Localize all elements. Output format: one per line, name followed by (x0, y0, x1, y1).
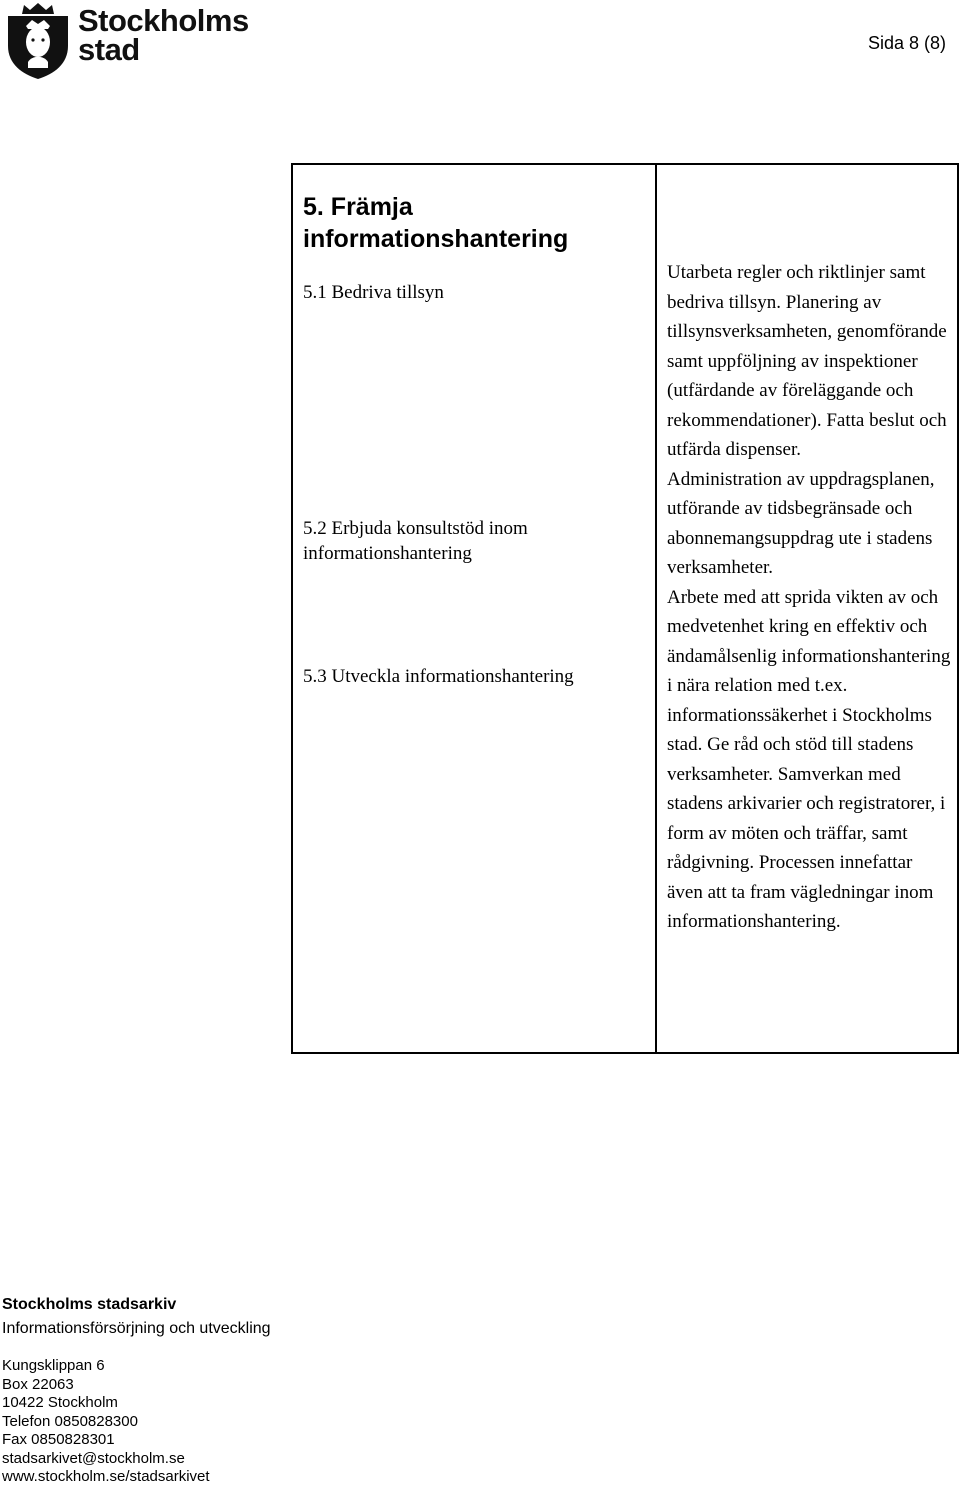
footer-email: stadsarkivet@stockholm.se (2, 1449, 185, 1467)
footer-website: www.stockholm.se/stadsarkivet (2, 1468, 210, 1485)
stockholms-stad-logo (4, 2, 249, 80)
process-description-5-1: Utarbeta regler och riktlinjer samt bedriva tillsyn. Planering av tillsynsverksamheten, genomförande samt uppföljning av inspektioner (utfärdande av föreläggande och rekommendationer). Fatta beslut och utfärda dispenser. (667, 262, 947, 460)
process-description-5-2: Administration av uppdragsplanen, utförande av tidsbegränsade och abonnemangsuppdrag ute i stadens verksamheter. (667, 468, 935, 578)
footer-organization: Stockholms stadsarkiv (2, 1296, 177, 1313)
footer-phone: Telefon 0850828300 (2, 1412, 138, 1430)
process-description-cell (656, 164, 958, 1053)
footer (2, 1296, 271, 1487)
process-title-5-2: 5.2 Erbjuda konsultstöd inom informationshantering (303, 518, 528, 564)
logo-text-stad: stad (78, 32, 140, 67)
logo-text-stockholms: Stockholms (78, 3, 249, 38)
process-title-cell (292, 164, 656, 1053)
table-row (292, 164, 958, 1053)
footer-fax: Fax 0850828301 (2, 1431, 115, 1448)
process-title-5-1: 5.1 Bedriva tillsyn (303, 282, 444, 303)
footer-address-box: Box 22063 (2, 1375, 74, 1393)
page-number: Sida 8 (8) (867, 33, 946, 53)
process-table (291, 163, 959, 1054)
crown-shield-icon (4, 2, 72, 80)
footer-department: Informationsförsörjning och utveckling (2, 1319, 271, 1337)
footer-address-street: Kungsklippan 6 (2, 1357, 105, 1374)
section-heading: 5. Främja informationshantering (303, 193, 569, 253)
process-description-5-3: Arbete med att sprida vikten av och medvetenhet kring en effektiv och ändamålsenlig informationshantering i nära relation med t.ex. informationssäkerhet i Stockholms stad. Ge råd och stöd till stadens verksamheter. Samverkan med stadens arkivarier och registratorer, i form av möten och träffar, samt rådgivning. Processen innefattar även att ta fram vägledningar inom informationshantering. (667, 586, 951, 932)
process-title-5-3: 5.3 Utveckla informationshantering (303, 666, 574, 687)
footer-address-postal: 10422 Stockholm (2, 1394, 118, 1411)
